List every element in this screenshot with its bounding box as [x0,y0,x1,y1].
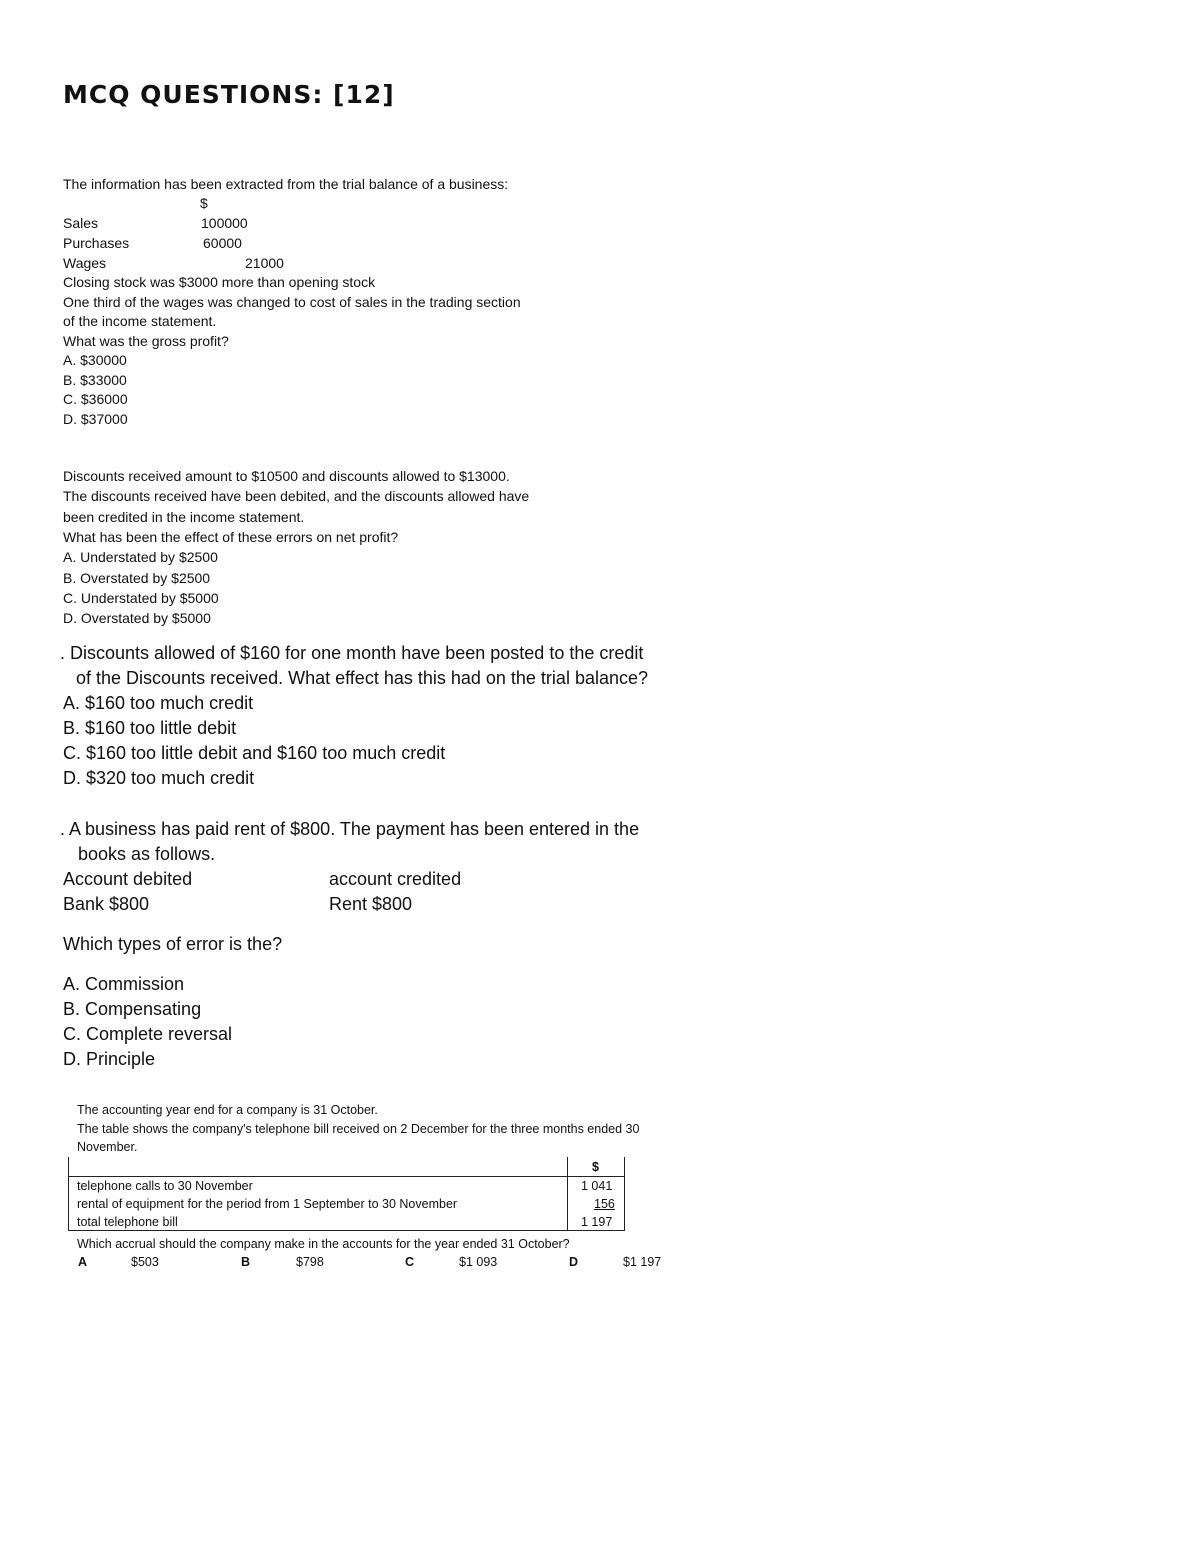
table-row-label: telephone calls to 30 November [77,1179,253,1193]
page-title: MCQ QUESTIONS: [12] [63,80,395,109]
q5-line: The table shows the company's telephone bill received on 2 December for the three months ended 30 [77,1122,640,1136]
q1-option-b: B. $33000 [63,372,127,388]
q1-line: One third of the wages was changed to cost of sales in the trading section [63,294,521,310]
q4-option-a: A. Commission [63,974,185,994]
table-header-currency: $ [592,1160,599,1174]
q5-option-d-letter: D [569,1255,579,1269]
q1-option-a: A. $30000 [63,352,127,368]
q2-option-c: C. Understated by $5000 [63,590,219,606]
q4-credit-header: account credited [329,869,462,889]
q4-line: . A business has paid rent of $800. The payment has been entered in the [60,819,640,839]
q5-question: Which accrual should the company make in the accounts for the year ended 31 October? [77,1237,570,1251]
q3-line: . Discounts allowed of $160 for one month have been posted to the credit [60,643,644,663]
q3-option-c: C. $160 too little debit and $160 too much credit [63,743,446,763]
q4-question: Which types of error is the? [63,934,283,954]
q4-option-b: B. Compensating [63,999,202,1019]
q5-line: The accounting year end for a company is 31 October. [77,1103,378,1117]
q1-line: Closing stock was $3000 more than opening stock [63,274,376,290]
q5-option-c-value: $1 093 [459,1255,498,1269]
q2-line: been credited in the income statement. [63,509,305,525]
q2-option-b: B. Overstated by $2500 [63,570,211,586]
q1-line: of the income statement. [63,313,217,329]
q1-row-label: Sales [63,215,99,231]
q2-question: What has been the effect of these errors on net profit? [63,529,399,545]
q4-line: books as follows. [78,844,216,864]
q3-option-a: A. $160 too much credit [63,693,254,713]
q5-option-a-value: $503 [131,1255,159,1269]
q4-option-c: C. Complete reversal [63,1024,233,1044]
q3-option-b: B. $160 too little debit [63,718,237,738]
q2-option-a: A. Understated by $2500 [63,549,218,565]
q1-row-label: Purchases [63,235,130,251]
q1-option-d: D. $37000 [63,411,128,427]
q1-question: What was the gross profit? [63,333,229,349]
q1-option-c: C. $36000 [63,391,128,407]
q1-row-label: Wages [63,255,107,271]
q3-option-d: D. $320 too much credit [63,768,255,788]
q1-intro: The information has been extracted from the trial balance of a business: [63,176,509,192]
q4-debit-value: Bank $800 [63,894,150,914]
table-row-value: 1 041 [581,1179,613,1193]
q4-option-d: D. Principle [63,1049,156,1069]
q5-option-c-letter: C [405,1255,415,1269]
q5-line: November. [77,1140,138,1154]
table-row-label: rental of equipment for the period from 1 September to 30 November [77,1197,458,1211]
q5-option-d-value: $1 197 [623,1255,662,1269]
q2-line: The discounts received have been debited, and the discounts allowed have [63,488,530,504]
table-row-value: 156 [594,1197,615,1211]
q1-row-value: 60000 [203,235,242,251]
table-row-label: total telephone bill [77,1215,178,1229]
q5-option-b-value: $798 [296,1255,324,1269]
q5-option-b-letter: B [241,1255,251,1269]
q5-option-a-letter: A [78,1255,88,1269]
table-row-value: 1 197 [581,1215,613,1229]
q1-currency-header: $ [200,195,208,211]
q3-line: of the Discounts received. What effect has this had on the trial balance? [76,668,649,688]
telephone-bill-table [68,1157,625,1231]
q2-option-d: D. Overstated by $5000 [63,610,211,626]
q4-credit-value: Rent $800 [329,894,413,914]
q4-debit-header: Account debited [63,869,193,889]
q1-row-value: 21000 [245,255,284,271]
q1-row-value: 100000 [201,215,248,231]
q2-line: Discounts received amount to $10500 and discounts allowed to $13000. [63,468,510,484]
